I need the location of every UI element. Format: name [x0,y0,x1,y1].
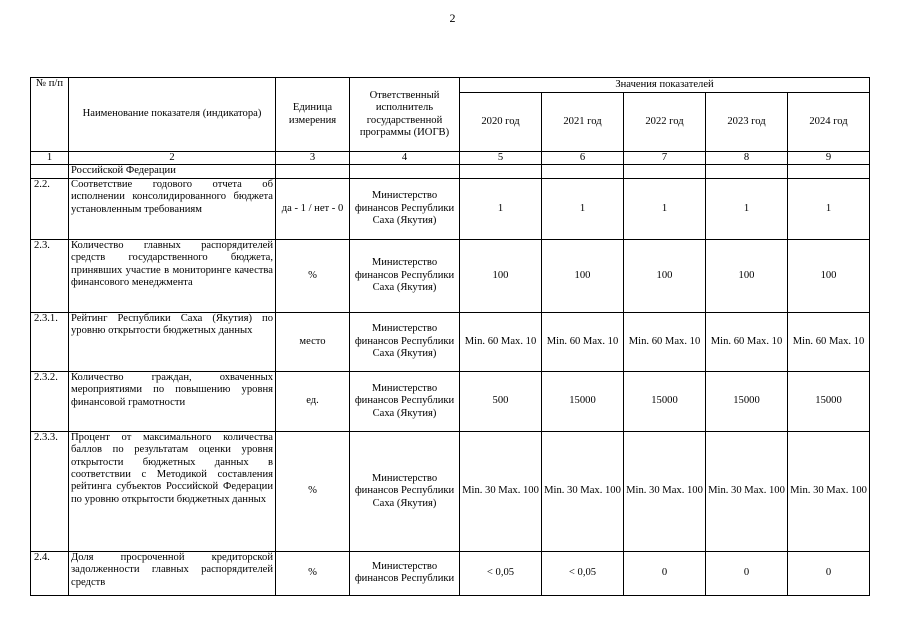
value-cell: Min. 30 Max. 100 [460,431,542,551]
indicator-name: Рейтинг Республики Саха (Якутия) по уровню открытости бюджетных данных [69,312,276,371]
value-cell: 0 [788,551,870,595]
continuation-row [31,165,870,178]
value-cell: < 0,05 [542,551,624,595]
column-numbers-row [31,152,870,165]
table-row [31,312,870,371]
continuation-text: Российской Федерации [69,165,276,178]
row-number: 2.3.3. [31,431,69,551]
value-cell: Min. 30 Max. 100 [624,431,706,551]
indicator-name: Количество главных распорядителей средств государственного бюджета, принявших участие в мониторинге качества финансового менеджмента [69,239,276,312]
header-values-group: Значения показателей [460,78,870,93]
table-row [31,551,870,595]
executor-cell: Министерство финансов Республики [350,551,460,595]
unit-cell: да - 1 / нет - 0 [276,178,350,239]
table-row [31,371,870,431]
column-number: 4 [350,152,460,165]
header-num: № п/п [31,78,69,152]
column-number: 6 [542,152,624,165]
value-cell: 1 [624,178,706,239]
value-cell: Min. 30 Max. 100 [706,431,788,551]
value-cell: 0 [624,551,706,595]
column-number: 5 [460,152,542,165]
value-cell: Min. 60 Max. 10 [788,312,870,371]
executor-cell: Министерство финансов Республики Саха (Якутия) [350,312,460,371]
column-number: 1 [31,152,69,165]
table-row [31,431,870,551]
value-cell: 1 [542,178,624,239]
header-row-top [31,78,870,93]
value-cell: 1 [788,178,870,239]
executor-cell: Министерство финансов Республики Саха (Якутия) [350,431,460,551]
value-cell: 100 [788,239,870,312]
unit-cell: место [276,312,350,371]
value-cell: 0 [706,551,788,595]
indicator-name: Процент от максимального количества баллов по результатам оценки уровня открытости бюджетных данных в соответствии с Методикой составления рейтинга субъектов Российской Федерации по уровню открытости бюджетных данных [69,431,276,551]
value-cell: < 0,05 [460,551,542,595]
unit-cell: % [276,431,350,551]
value-cell: 15000 [542,371,624,431]
header-executor: Ответственный исполнитель государственной программы (ИОГВ) [350,78,460,152]
value-cell: Min. 60 Max. 10 [624,312,706,371]
row-number: 2.3.1. [31,312,69,371]
value-cell: 15000 [624,371,706,431]
header-year: 2020 год [460,93,542,152]
executor-cell: Министерство финансов Республики Саха (Якутия) [350,371,460,431]
value-cell: Min. 30 Max. 100 [542,431,624,551]
executor-cell: Министерство финансов Республики Саха (Якутия) [350,239,460,312]
value-cell: 500 [460,371,542,431]
unit-cell: % [276,551,350,595]
header-year: 2023 год [706,93,788,152]
value-cell: Min. 60 Max. 10 [542,312,624,371]
value-cell: 1 [460,178,542,239]
value-cell: 100 [624,239,706,312]
header-year: 2024 год [788,93,870,152]
unit-cell: ед. [276,371,350,431]
table-row [31,178,870,239]
page-number: 2 [449,11,456,25]
header-year: 2022 год [624,93,706,152]
executor-cell: Министерство финансов Республики Саха (Якутия) [350,178,460,239]
column-number: 3 [276,152,350,165]
value-cell: 15000 [788,371,870,431]
indicator-name: Соответствие годового отчета об исполнении консолидированного бюджета установленным требованиям [69,178,276,239]
value-cell: 100 [542,239,624,312]
table-row [31,239,870,312]
indicator-name: Доля просроченной кредиторской задолженности главных распорядителей средств [69,551,276,595]
unit-cell: % [276,239,350,312]
header-unit: Единица измерения [276,78,350,152]
indicator-name: Количество граждан, охваченных мероприятиями по повышению уровня финансовой грамотности [69,371,276,431]
column-number: 9 [788,152,870,165]
row-number: 2.3.2. [31,371,69,431]
column-number: 7 [624,152,706,165]
row-number: 2.3. [31,239,69,312]
column-number: 8 [706,152,788,165]
indicators-table [30,77,870,596]
value-cell: Min. 30 Max. 100 [788,431,870,551]
header-name: Наименование показателя (индикатора) [69,78,276,152]
header-year: 2021 год [542,93,624,152]
column-number: 2 [69,152,276,165]
value-cell: Min. 60 Max. 10 [706,312,788,371]
row-number: 2.4. [31,551,69,595]
value-cell: Min. 60 Max. 10 [460,312,542,371]
value-cell: 15000 [706,371,788,431]
value-cell: 1 [706,178,788,239]
value-cell: 100 [706,239,788,312]
row-number: 2.2. [31,178,69,239]
value-cell: 100 [460,239,542,312]
